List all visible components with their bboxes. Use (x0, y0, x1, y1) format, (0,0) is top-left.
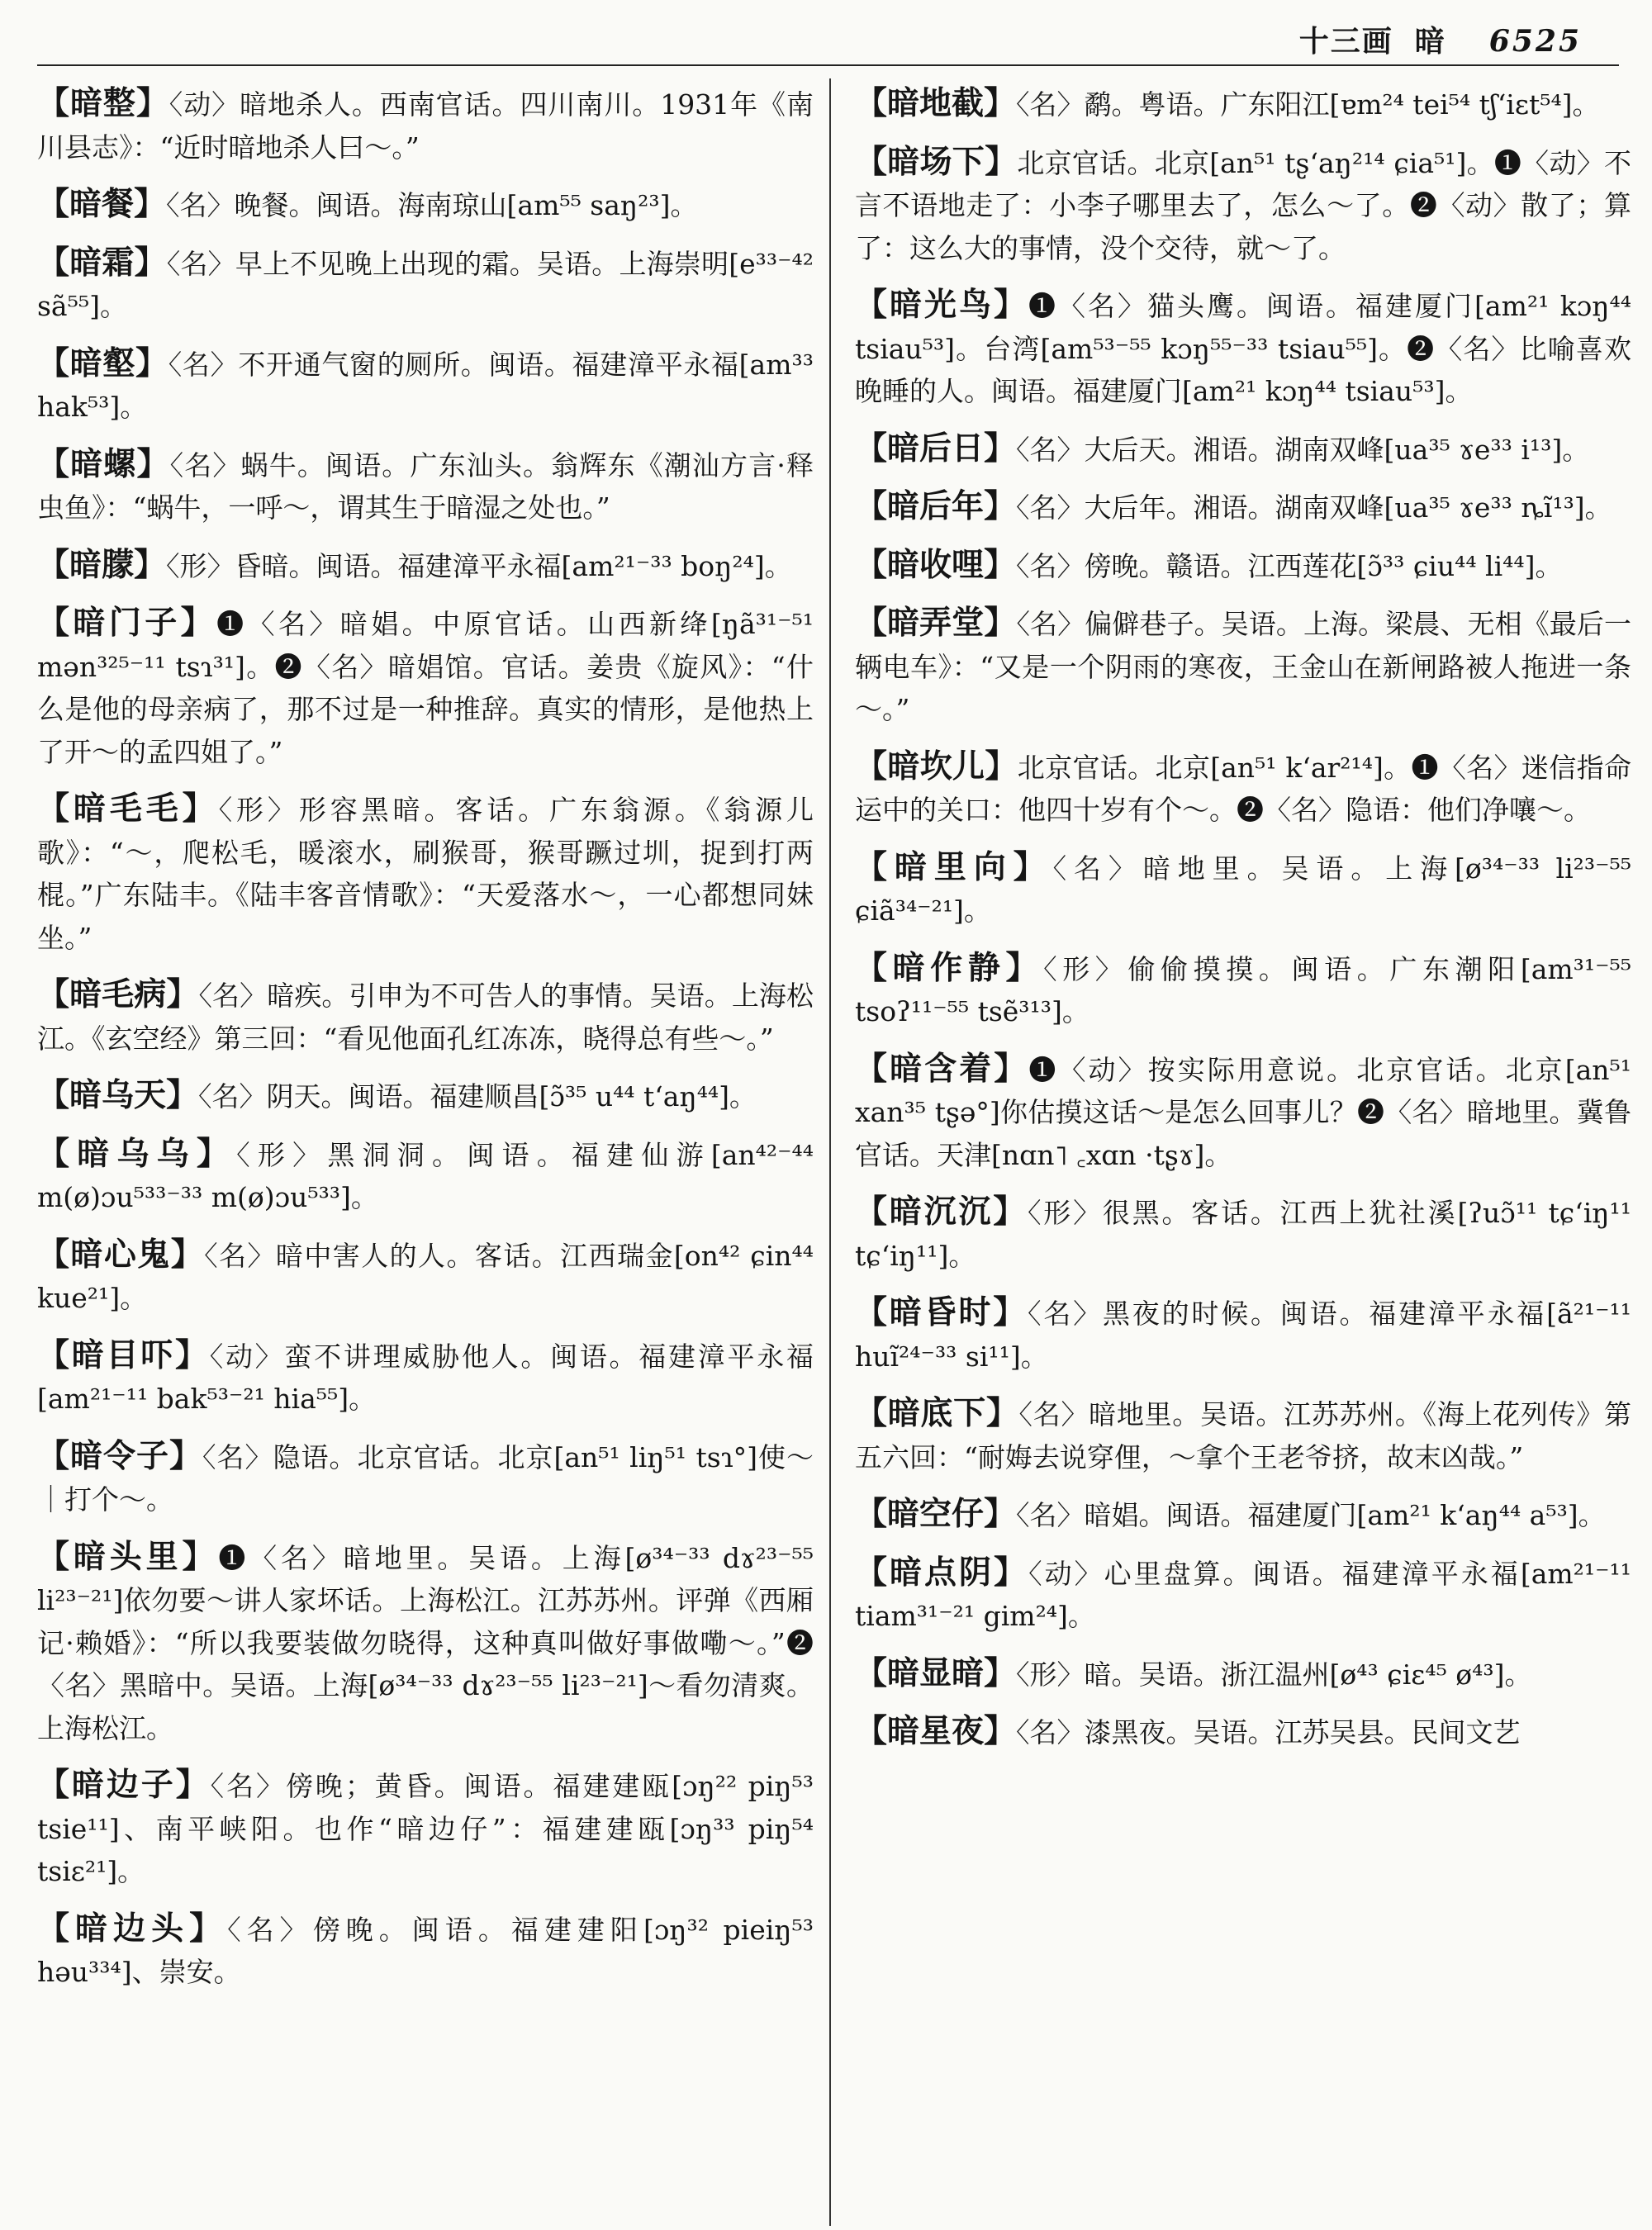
dictionary-entry (37, 1335, 814, 1421)
entry-headword: 【暗含着】 (855, 1049, 1029, 1088)
entry-pos: 〈名〉 (198, 980, 268, 1012)
entry-headword: 【暗沉沉】 (855, 1193, 1028, 1231)
header-rule (37, 64, 1619, 66)
entry-definition: 暗中害人的人。客话。江西瑞金[on⁴² ɕin⁴⁴ kue²¹]。 (37, 1239, 814, 1314)
entry-definition: 漆黑夜。吴语。江苏吴县。民间文艺 (1084, 1716, 1521, 1748)
entry-pos: 〈名〉 (202, 1440, 273, 1473)
dictionary-entry (37, 974, 814, 1060)
entry-headword: 【暗边头】 (37, 1909, 228, 1948)
entry-headword: 【暗边子】 (37, 1766, 211, 1804)
dictionary-entry (37, 602, 814, 773)
dictionary-entry (855, 83, 1631, 126)
entry-definition: 蜗牛。闽语。广东汕头。翁辉东《潮汕方言·释虫鱼》：“蜗牛，一呼～，谓其生于暗湿之处也。” (37, 448, 814, 524)
entry-definition: 偏僻巷子。吴语。上海。梁晨、无相《最后一辆电车》：“又是一个阴雨的寒夜，王金山在新闸路被人拖进一条～。” (855, 608, 1631, 725)
dictionary-entry (855, 544, 1631, 588)
dictionary-entry (37, 343, 814, 429)
entry-headword: 【暗光鸟】 (855, 286, 1029, 324)
entry-headword: 【暗餐】 (37, 185, 167, 223)
entry-pos: 〈名〉 (166, 189, 235, 221)
entry-pos: 〈名〉 (1016, 491, 1085, 524)
entry-pos: 〈名〉 (1018, 1398, 1089, 1431)
entry-definition: 阴天。闽语。福建顺昌[ɔ̃³⁵ u⁴⁴ tʻaŋ⁴⁴]。 (266, 1080, 757, 1113)
entry-definition: 暗娼。闽语。福建厦门[am²¹ kʻaŋ⁴⁴ a⁵³]。 (1084, 1499, 1606, 1531)
entry-pos: 〈名〉 (168, 348, 239, 381)
dictionary-entry (37, 444, 814, 529)
entry-definition: 很黑。客话。江西上犹社溪[ʔuɔ̃¹¹ tɕʻiŋ¹¹ tɕʻiŋ¹¹]。 (855, 1197, 1631, 1272)
dictionary-entry (37, 1435, 814, 1521)
entry-definition: 傍晚。闽语。福建建阳[ɔŋ³² pieiŋ⁵³ həu³³⁴]、崇安。 (37, 1913, 814, 1988)
entry-pos: 〈名〉 (169, 448, 241, 482)
entry-pos: 〈动〉 (209, 1340, 285, 1373)
entry-headword: 【暗毛毛】 (37, 790, 219, 828)
entry-pos: 〈名〉 (198, 1080, 267, 1113)
dictionary-entry (855, 602, 1631, 731)
dictionary-entry (37, 544, 814, 588)
entry-pos: 〈名〉 (1016, 88, 1085, 121)
entry-pos: 〈形〉 (1043, 952, 1128, 985)
entry-pos: 〈名〉 (1016, 1716, 1085, 1748)
entry-headword: 【暗螺】 (37, 444, 170, 483)
page-number: 6525 (1488, 24, 1582, 59)
entry-headword: 【暗壑】 (37, 344, 169, 382)
dictionary-entry (37, 1908, 814, 1994)
dictionary-entry (855, 847, 1631, 932)
entry-headword: 【暗乌乌】 (37, 1134, 237, 1173)
entry-headword: 【暗朦】 (37, 545, 167, 584)
entry-definition: 大后年。湘语。湖南双峰[ua³⁵ ɤe³³ ȵĩ¹³]。 (1084, 491, 1612, 524)
entry-headword: 【暗后年】 (855, 487, 1017, 525)
entry-definition: 鹬。粤语。广东阳江[ɐm²⁴ tei⁵⁴ tʃʻiɛt⁵⁴]。 (1084, 88, 1600, 121)
dictionary-entry (37, 183, 814, 227)
entry-pos: 〈名〉 (1016, 433, 1085, 466)
entry-definition: 傍晚。赣语。江西莲花[ɔ̃³³ ɕiu⁴⁴ li⁴⁴]。 (1084, 549, 1563, 582)
dictionary-entry (855, 284, 1631, 413)
dictionary-entry (855, 1552, 1631, 1638)
dictionary-entry (855, 1191, 1631, 1277)
dictionary-entry (37, 83, 814, 168)
entry-pos: 〈形〉 (236, 1138, 328, 1171)
left-column (37, 83, 814, 2009)
entry-definition: 北京官话。北京[an⁵¹ tʂʻaŋ²¹⁴ ɕia⁵¹]。❶〈动〉不言不语地走了：小李子哪里去了，怎么～了。❷〈动〉散了；算了：这么大的事情，没个交待，就～了。 (855, 146, 1631, 264)
dictionary-entry (855, 486, 1631, 529)
entry-definition: ❶〈动〉按实际用意说。北京官话。北京[an⁵¹ xan³⁵ tʂə°]你估摸这话～是怎么回事儿？❷〈名〉暗地里。冀鲁官话。天津[nɑn˥ ꜀xɑn ·tʂɤ]。 (855, 1053, 1631, 1171)
entry-definition: 偷偷摸摸。闽语。广东潮阳[am³¹⁻⁵⁵ tsoʔ¹¹⁻⁵⁵ tsẽ³¹³]。 (855, 952, 1631, 1027)
right-column (855, 83, 1631, 1769)
dictionary-entry (855, 746, 1631, 832)
dictionary-entry (37, 1075, 814, 1118)
entry-headword: 【暗地截】 (855, 84, 1017, 122)
entry-headword: 【暗霜】 (37, 243, 167, 282)
entry-pos: 〈名〉 (1052, 852, 1143, 885)
dictionary-entry (37, 1536, 814, 1750)
entry-definition: 晚餐。闽语。海南琼山[am⁵⁵ saŋ²³]。 (234, 189, 698, 221)
entry-definition: 暗地杀人。西南官话。四川南川。1931年《南川县志》：“近时暗地杀人曰～。” (37, 88, 814, 164)
entry-definition: ❶〈名〉暗娼。中原官话。山西新绛[ŋã³¹⁻⁵¹ mən³²⁵⁻¹¹ tsɿ³¹]。❷〈名〉暗娼馆。官话。姜贵《旋风》：“什么是他的母亲病了，那不过是一种推辞。真实的情形，是他热上了开～的孟四姐了。” (37, 608, 814, 768)
entry-headword: 【暗弄堂】 (855, 604, 1017, 642)
entry-definition: ❶〈名〉猫头鹰。闽语。福建厦门[am²¹ kɔŋ⁴⁴ tsiau⁵³]。台湾[am⁵³⁻⁵⁵ kɔŋ⁵⁵⁻³³ tsiau⁵⁵]。❷〈名〉比喻喜欢晚睡的人。闽语。福建厦门[am²¹ kɔŋ⁴⁴ tsiau⁵³]。 (855, 290, 1631, 407)
entry-pos: 〈名〉 (210, 1770, 286, 1802)
dictionary-entry (855, 1393, 1631, 1478)
dictionary-entry (37, 788, 814, 959)
entry-definition: 暗地里。吴语。上海[ø³⁴⁻³³ li²³⁻⁵⁵ ɕiã³⁴⁻²¹]。 (855, 852, 1631, 927)
entry-pos: 〈名〉 (1028, 1298, 1103, 1330)
entry-definition: 大后天。湘语。湖南双峰[ua³⁵ ɤe³³ i¹³]。 (1084, 433, 1590, 466)
entry-headword: 【暗后日】 (855, 429, 1017, 467)
dictionary-entry (37, 1133, 814, 1219)
entry-headword: 【暗空仔】 (855, 1495, 1017, 1533)
entry-headword: 【暗作静】 (855, 948, 1044, 987)
entry-definition: 黑洞洞。闽语。福建仙游[an⁴²⁻⁴⁴ m(ø)ɔu⁵³³⁻³³ m(ø)ɔu⁵³³]。 (37, 1138, 814, 1213)
entry-definition: ❶〈名〉暗地里。吴语。上海[ø³⁴⁻³³ dɤ²³⁻⁵⁵ li²³⁻²¹]依勿要～讲人家坏话。上海松江。江苏苏州。评弹《西厢记·赖婚》：“所以我要装做勿晓得，这种真叫做好事做嘞～。”❷〈名〉黑暗中。吴语。上海[ø³⁴⁻³³ dɤ²³⁻⁵⁵ li²³⁻²¹]～看勿清爽。上海松江。 (37, 1541, 814, 1744)
entry-headword: 【暗点阴】 (855, 1553, 1029, 1592)
entry-headword: 【暗整】 (37, 84, 169, 122)
entry-headword: 【暗头里】 (37, 1537, 219, 1576)
dictionary-entry (855, 1653, 1631, 1696)
entry-definition: 早上不见晚上出现的霜。吴语。上海崇明[e³³⁻⁴² sã⁵⁵]。 (37, 247, 814, 322)
entry-pos: 〈形〉 (218, 794, 299, 826)
dictionary-entry (37, 1764, 814, 1893)
entry-pos: 〈动〉 (1028, 1557, 1104, 1590)
entry-headword: 【暗星夜】 (855, 1712, 1017, 1750)
entry-headword: 【暗收哩】 (855, 545, 1017, 584)
header-char: 暗 (1414, 24, 1446, 59)
dictionary-entry (855, 947, 1631, 1033)
entry-definition: 蛮不讲理威胁他人。闽语。福建漳平永福[am²¹⁻¹¹ bak⁵³⁻²¹ hia⁵⁵]。 (37, 1340, 814, 1415)
entry-definition: 暗疾。引申为不可告人的事情。吴语。上海松江。《玄空经》第三回：“看见他面孔红冻冻，晓得总有些～。” (37, 980, 814, 1055)
entry-headword: 【暗乌天】 (37, 1076, 199, 1114)
entry-headword: 【暗目吓】 (37, 1336, 210, 1374)
entry-headword: 【暗令子】 (37, 1436, 202, 1475)
entry-definition: 心里盘算。闽语。福建漳平永福[am²¹⁻¹¹ tiam³¹⁻²¹ gim²⁴]。 (855, 1557, 1631, 1632)
dictionary-entry (37, 1234, 814, 1320)
dictionary-entry (855, 1710, 1631, 1754)
dictionary-entry (855, 1292, 1631, 1378)
entry-headword: 【暗场下】 (855, 142, 1018, 181)
running-header (1299, 18, 1582, 60)
entry-headword: 【暗毛病】 (37, 975, 199, 1013)
entry-pos: 〈名〉 (166, 247, 235, 280)
dictionary-entry (37, 242, 814, 328)
dictionary-entry (855, 1048, 1631, 1177)
entry-pos: 〈动〉 (169, 88, 240, 121)
entry-definition: 黑夜的时候。闽语。福建漳平永福[ã²¹⁻¹¹ huĩ²⁴⁻³³ si¹¹]。 (855, 1298, 1631, 1373)
entry-headword: 【暗门子】 (37, 604, 217, 642)
entry-headword: 【暗心鬼】 (37, 1235, 205, 1274)
entry-headword: 【暗昏时】 (855, 1293, 1028, 1331)
column-divider (829, 78, 831, 2226)
entry-definition: 暗地里。吴语。江苏苏州。《海上花列传》第五六回：“耐娒去说穿俚，～拿个王老爷挤，故末凶哉。” (855, 1398, 1631, 1473)
entry-definition: 隐语。北京官话。北京[an⁵¹ liŋ⁵¹ tsɿ°]使～｜打个～。 (37, 1440, 814, 1516)
entry-pos: 〈名〉 (204, 1239, 276, 1272)
entry-headword: 【暗底下】 (855, 1394, 1019, 1432)
entry-pos: 〈名〉 (1016, 608, 1085, 640)
entry-definition: 北京官话。北京[an⁵¹ kʻar²¹⁴]。❶〈名〉迷信指命运中的关口：他四十岁有个～。❷〈名〉隐语：他们净嚷～。 (855, 751, 1631, 826)
dictionary-entry (855, 428, 1631, 472)
section-label: 十三画 (1298, 24, 1393, 59)
entry-definition: 不开通气窗的厕所。闽语。福建漳平永福[am³³ hak⁵³]。 (37, 348, 814, 423)
entry-definition: 昏暗。闽语。福建漳平永福[am²¹⁻³³ boŋ²⁴]。 (234, 549, 792, 582)
entry-headword: 【暗里向】 (855, 847, 1053, 886)
entry-pos: 〈形〉 (1016, 1658, 1085, 1691)
entry-pos: 〈形〉 (1028, 1197, 1103, 1229)
dictionary-entry (855, 141, 1631, 270)
entry-headword: 【暗坎儿】 (855, 747, 1018, 785)
entry-pos: 〈名〉 (227, 1913, 313, 1946)
dictionary-entry (855, 1493, 1631, 1537)
entry-headword: 【暗显暗】 (855, 1654, 1017, 1692)
entry-pos: 〈名〉 (1016, 549, 1085, 582)
entry-pos: 〈名〉 (1016, 1499, 1085, 1531)
entry-definition: 形容黑暗。客话。广东翁源。《翁源儿歌》：“～，爬松毛，暖滚水，刷猴哥，猴哥蹶过圳，捉到打两棍。”广东陆丰。《陆丰客音情歌》：“天爱落水～，一心都想同妹坐。” (37, 794, 814, 954)
entry-pos: 〈形〉 (166, 549, 235, 582)
entry-definition: 暗。吴语。浙江温州[ø⁴³ ɕiɛ⁴⁵ ø⁴³]。 (1084, 1658, 1532, 1691)
entry-definition: 傍晚；黄昏。闽语。福建建瓯[ɔŋ²² piŋ⁵³ tsie¹¹]、南平峡阳。也作“暗边仔”：福建建瓯[ɔŋ³³ piŋ⁵⁴ tsiɛ²¹]。 (37, 1770, 814, 1887)
